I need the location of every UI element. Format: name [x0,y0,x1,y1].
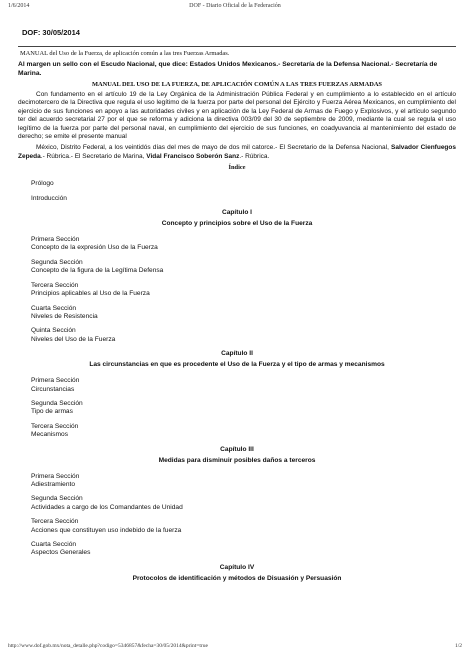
manual-line: MANUAL del Uso de la Fuerza, de aplicación común a las tres Fuerzas Armadas. [20,50,230,57]
seal-paragraph: Al margen un sello con el Escudo Nacional, que dice: Estados Unidos Mexicanos.- Secretaría de la Defensa Nacional.- Secretaría de Marina. [18,61,438,77]
index-section [31,400,456,417]
site-title: DOF - Diario Oficial de la Federación [189,3,281,9]
section-title: Concepto de la figura de la Legítima Defensa [31,267,164,275]
document-body [18,28,456,591]
index-entry-prologo: Prólogo [31,180,54,188]
section-name: Segunda Sección [31,258,83,266]
section-name: Tercera Sección [31,281,79,289]
divider [18,46,456,47]
signature-text: México, Distrito Federal, a los veintidós días del mes de mayo de dos mil catorce.- El Secretario de la Defensa Nacional, [36,144,392,152]
section-title: Mecanismos [31,431,69,439]
index-section [31,473,456,490]
section-title: Aspectos Generales [31,549,91,557]
section-name: Segunda Sección [31,495,83,503]
index-entry-introduccion: Introducción [31,194,67,202]
section-name: Primera Sección [31,377,80,385]
page-footer [8,643,462,649]
section-title: Acciones que constituyen uso indebido de la fuerza [31,526,182,534]
signature-paragraph [18,144,456,161]
index-section [31,282,456,299]
section-name: Tercera Sección [31,518,79,526]
section-title: Niveles del Uso de la Fuerza [31,335,116,343]
section-title: Niveles de Resistencia [31,312,98,320]
section-name: Segunda Sección [31,399,83,407]
section-name: Cuarta Sección [31,541,77,548]
chapter-label: Capítulo II [221,350,253,358]
chapter-title: Protocolos de identificación y métodos de Disuasión y Persuasión [132,574,342,582]
section-name: Primera Sección [31,236,80,244]
chapter-label: Capítulo I [221,209,253,217]
signatory-defensa: Salvador Cienfuegos Zepeda [18,144,456,160]
index-section [31,541,456,558]
section-title: Principios aplicables al Uso de la Fuerza [31,290,150,298]
chapter-label: Capítulo III [220,445,254,453]
document-title: MANUAL DEL USO DE LA FUERZA, DE APLICACIÓN COMÚN A LAS TRES FUERZAS ARMADAS [92,81,382,88]
signature-text: .- Rúbrica. [239,152,270,160]
index-section [31,495,456,512]
signature-text: .- Rúbrica.- El Secretario de Marina, [40,152,147,160]
index-section [31,236,456,253]
print-date: 1/6/2014 [8,3,30,9]
chapter-label: Capítulo IV [219,563,255,571]
signatory-marina: Vidal Francisco Soberón Sanz [146,152,240,160]
chapter-title: Medidas para disminuir posibles daños a terceros [158,456,316,464]
chapter-title: Concepto y principios sobre el Uso de la Fuerza [161,220,313,228]
index-section [31,423,456,440]
index-section [31,305,456,322]
intro-paragraph: Con fundamento en el artículo 19 de la Ley Orgánica de la Administración Pública Federal y en cumplimiento a lo establecido en el artículo decimotercero de la Directiva que regula el uso legítimo de la fuerza por parte del personal del Ejército y Fuerza Aérea Mexicanos, en cumplimiento del ejercicio de sus funciones en apoyo a las autoridades civiles y en aplicación de la Ley Federal de Armas de Fuego y Explosivos, y el artículo segundo ter del acuerdo secretarial 27 por el que se reforma y adiciona la directiva 003/09 del 30 de septiembre de 2009, mediante la cual se regula el uso legítimo de la fuerza por parte del personal naval, en cumplimiento del ejercicio de sus funciones, en coadyuvancia al mantenimiento del estado de derecho; se emite el presente manual [18,91,456,141]
section-name: Tercera Sección [31,422,79,430]
index-chapters [18,209,456,582]
section-title: Tipo de armas [31,408,73,416]
section-name: Quinta Sección [31,327,76,335]
page-number: 1/2 [454,643,462,649]
index-section [31,518,456,535]
section-name: Cuarta Sección [31,304,77,312]
publication-date: DOF: 30/05/2014 [22,28,80,37]
index-section [31,377,456,394]
chapter-title: Las circunstancias en que es procedente el Uso de la Fuerza y el tipo de armas y mecanismos [89,361,385,369]
section-title: Actividades a cargo de los Comandantes de Unidad [31,503,183,511]
section-title: Circunstancias [31,385,75,393]
section-name: Primera Sección [31,472,80,480]
section-title: Concepto de la expresión Uso de la Fuerza [31,244,158,252]
index-heading: Índice [228,164,246,172]
index-section [31,259,456,276]
index-section [31,327,456,344]
page-url: http://www.dof.gob.mx/nota_detalle.php?codigo=5346857&fecha=30/05/2014&print=true [8,643,208,649]
section-title: Adiestramiento [31,480,75,488]
